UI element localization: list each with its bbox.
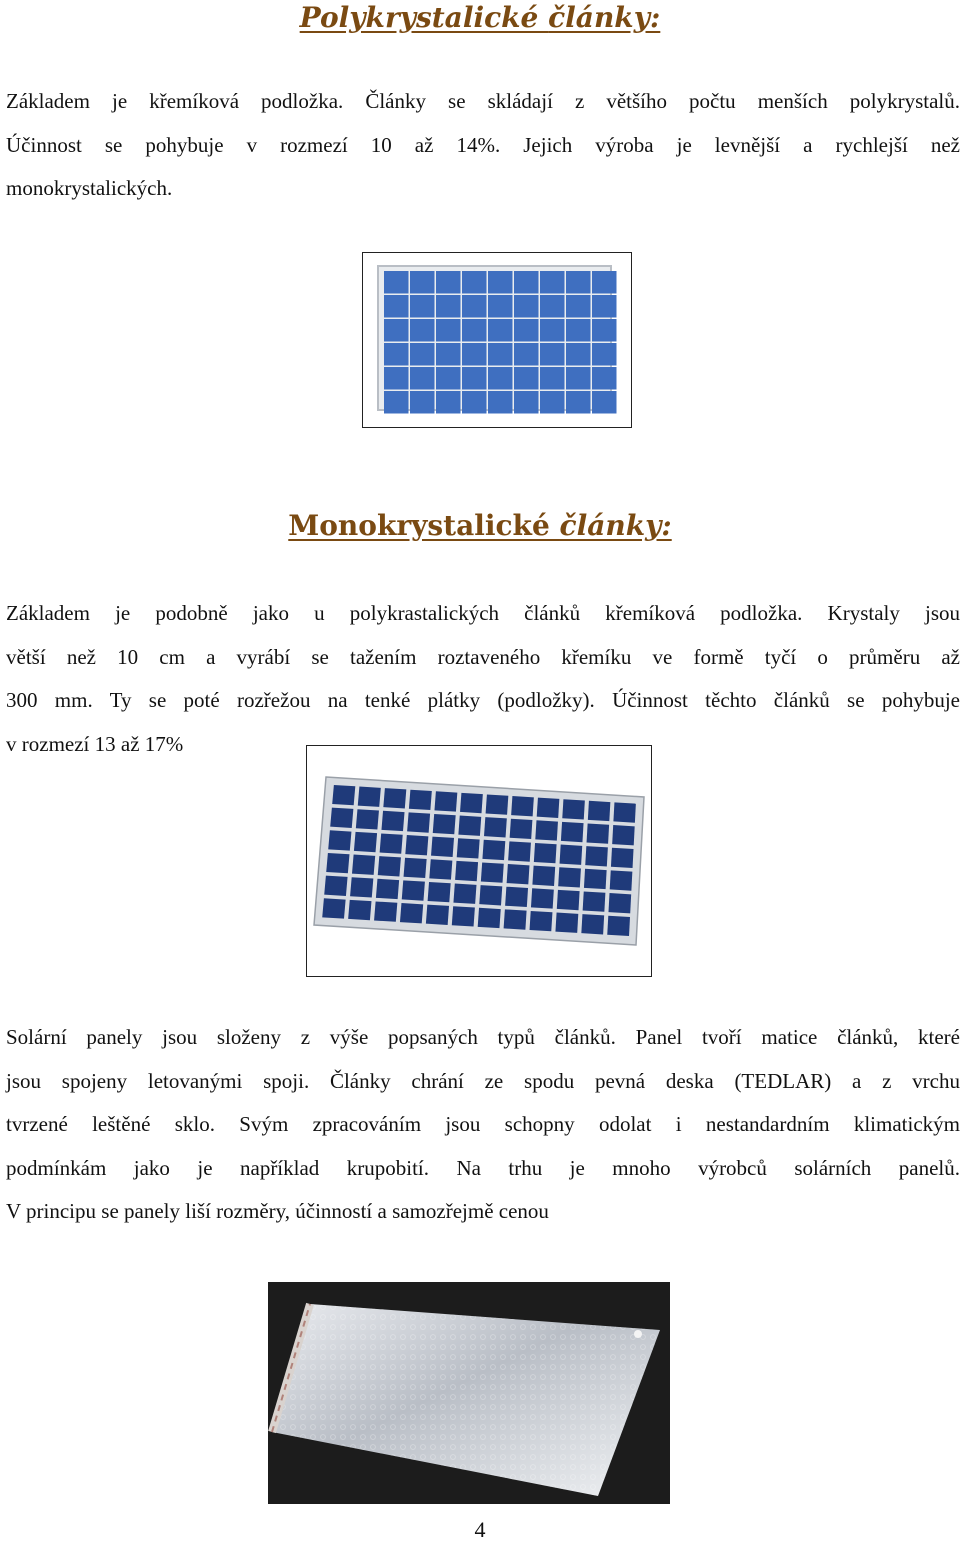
text-line: jsou spojeny letovanými spoji. Články chrání ze spodu pevná deska (TEDLAR) a z vrchu <box>6 1068 960 1093</box>
mono-cell <box>402 880 425 900</box>
poly-cell <box>540 367 565 390</box>
poly-cell <box>592 271 617 294</box>
poly-cell <box>540 319 565 342</box>
poly-cell <box>384 343 409 366</box>
poly-cell <box>592 367 617 390</box>
mono-cell <box>404 858 427 878</box>
mono-cell <box>535 820 558 840</box>
mono-cell <box>481 862 504 882</box>
poly-cell <box>514 391 539 414</box>
mono-cell <box>534 843 557 863</box>
text-line: podmínkám jako je například krupobití. Na trhu je mnoho výrobců solárních panelů. <box>6 1155 960 1180</box>
mono-cell <box>584 869 607 889</box>
poly-cell <box>566 319 591 342</box>
mono-cell <box>376 879 399 899</box>
poly-cell <box>592 295 617 318</box>
mono-cell <box>611 848 634 868</box>
mono-cell <box>429 859 452 879</box>
mono-cell <box>587 823 610 843</box>
mono-cell <box>330 808 353 828</box>
polycrystalline-panel-image <box>362 252 632 428</box>
poly-cell <box>566 295 591 318</box>
mono-cell <box>585 846 608 866</box>
mono-cell <box>400 903 423 923</box>
mono-cell <box>479 885 502 905</box>
mono-cell <box>328 830 351 850</box>
poly-cell <box>540 271 565 294</box>
mono-cell <box>558 867 581 887</box>
mono-cell <box>613 802 635 822</box>
mono-cell <box>326 853 349 873</box>
poly-cell <box>462 295 487 318</box>
mono-cell <box>510 819 533 839</box>
text-line: tvrzené leštěné sklo. Svým zpracováním jsou schopny odolat i nestandardním klimatickým <box>6 1112 960 1136</box>
poly-cell <box>592 391 617 414</box>
poly-cell <box>540 391 565 414</box>
poly-cell <box>488 295 513 318</box>
poly-cell <box>488 271 513 294</box>
text-line: v rozmezí 13 až 17% <box>6 731 184 756</box>
text-line: V principu se panely liší rozměry, účinností a samozřejmě cenou <box>6 1199 549 1223</box>
poly-cell <box>592 343 617 366</box>
heading-polycrystalline <box>0 0 960 36</box>
poly-cell <box>514 343 539 366</box>
mono-cell <box>588 801 611 821</box>
mono-cell <box>478 908 501 928</box>
poly-cell <box>488 367 513 390</box>
poly-cell <box>384 319 409 342</box>
poly-cell <box>436 343 461 366</box>
poly-cell <box>410 271 435 294</box>
mono-cell <box>457 838 480 858</box>
mono-cell <box>354 832 377 852</box>
mono-cell <box>374 901 397 921</box>
foil-sheet-image <box>268 1282 670 1504</box>
poly-cell <box>566 367 591 390</box>
mono-cell <box>583 891 606 911</box>
mono-cell <box>562 799 585 819</box>
mono-cell <box>532 866 555 886</box>
mono-cell <box>508 841 531 861</box>
mono-cell <box>511 796 534 816</box>
monocrystalline-panel-image <box>306 745 652 977</box>
heading-mono-prefix: Monokrystalické <box>288 509 560 542</box>
mono-cell <box>322 898 345 918</box>
mono-cell <box>378 856 401 876</box>
text-line: Účinnost se pohybuje v rozmezí 10 až 14%. Jejich výroba je levnější a rychlejší než <box>6 132 960 157</box>
mono-cell <box>452 906 475 926</box>
mono-cell <box>428 882 451 902</box>
mono-cell <box>486 794 509 814</box>
mono-cell <box>383 788 406 808</box>
poly-cell <box>462 319 487 342</box>
mono-cell <box>458 816 481 836</box>
poly-cell <box>410 343 435 366</box>
mono-cell <box>324 876 347 896</box>
poly-cell <box>384 391 409 414</box>
mono-cell <box>555 913 578 933</box>
mono-cell <box>537 798 560 818</box>
mono-cell <box>455 861 478 881</box>
mono-cell <box>482 840 505 860</box>
mono-cell <box>433 814 456 834</box>
poly-cell <box>436 295 461 318</box>
mono-cell <box>380 833 403 853</box>
mono-cell <box>358 787 381 807</box>
text-line: větší než 10 cm a vyrábí se tažením roztaveného křemíku ve formě tyčí o průměru až <box>6 644 960 669</box>
text-line: Solární panely jsou složeny z výše popsaných typů článků. Panel tvoří matice článků, které <box>6 1025 960 1049</box>
mono-cell <box>561 822 584 842</box>
mono-cell <box>460 793 483 813</box>
poly-cell <box>436 271 461 294</box>
mono-cell <box>484 817 507 837</box>
mono-cell <box>607 916 630 936</box>
poly-cell <box>384 295 409 318</box>
paragraph-polycrystalline <box>6 80 960 211</box>
mono-cell <box>612 825 635 845</box>
mono-cell <box>504 909 527 929</box>
page-number: 4 <box>474 1517 486 1542</box>
poly-cell <box>462 367 487 390</box>
poly-cell <box>514 295 539 318</box>
poly-cell <box>410 319 435 342</box>
poly-cell <box>566 391 591 414</box>
poly-cell <box>384 271 409 294</box>
poly-cell <box>462 343 487 366</box>
mono-cell <box>530 911 553 931</box>
poly-cell <box>436 319 461 342</box>
poly-cell <box>566 343 591 366</box>
poly-cell <box>514 367 539 390</box>
mono-cell <box>356 809 379 829</box>
mono-cell <box>610 870 633 890</box>
mono-cell <box>381 811 404 831</box>
text-line: Základem je křemíková podložka. Články se skládají z většího počtu menších polykrystalů. <box>6 89 960 113</box>
text-line: Základem je podobně jako u polykrastalických článků křemíková podložka. Krystaly jsou <box>6 601 960 625</box>
mono-cell <box>352 855 375 875</box>
poly-cell <box>514 319 539 342</box>
poly-cell <box>410 367 435 390</box>
poly-cell <box>462 391 487 414</box>
mono-cell <box>507 864 530 884</box>
mono-cell <box>581 914 604 934</box>
poly-cell <box>462 271 487 294</box>
paragraph-monocrystalline <box>6 592 960 766</box>
poly-cell <box>566 271 591 294</box>
poly-cell <box>436 367 461 390</box>
poly-cell <box>488 343 513 366</box>
mono-cell <box>453 884 476 904</box>
paragraph-solar-panels <box>6 1016 960 1234</box>
poly-cell <box>384 367 409 390</box>
poly-cell <box>410 295 435 318</box>
mono-cell <box>332 785 355 805</box>
mono-cell <box>608 893 631 913</box>
mono-cell <box>426 905 449 925</box>
mono-cell <box>531 888 554 908</box>
poly-cell <box>436 391 461 414</box>
mono-cell <box>431 837 454 857</box>
heading-poly-prefix: Polykrystalické <box>299 1 549 34</box>
poly-cell <box>410 391 435 414</box>
mono-cell <box>409 790 432 810</box>
poly-cell <box>592 319 617 342</box>
mono-cell <box>434 791 457 811</box>
poly-cell <box>488 391 513 414</box>
heading-monocrystalline <box>0 508 960 544</box>
mono-cell <box>348 900 371 920</box>
mono-cell <box>505 887 528 907</box>
poly-cell <box>540 343 565 366</box>
mono-cell <box>557 890 580 910</box>
mono-cell <box>350 877 373 897</box>
mono-cell <box>407 812 430 832</box>
mono-cell <box>405 835 428 855</box>
heading-mono-italic: články: <box>559 509 672 542</box>
poly-cell <box>514 271 539 294</box>
heading-poly-italic: články: <box>548 1 661 34</box>
poly-cell <box>540 295 565 318</box>
text-line: 300 mm. Ty se poté rozřežou na tenké plátky (podložky). Účinnost těchto článků se pohybuje <box>6 688 960 712</box>
poly-cell <box>488 319 513 342</box>
mono-cell <box>560 845 583 865</box>
text-line: monokrystalických. <box>6 176 173 200</box>
